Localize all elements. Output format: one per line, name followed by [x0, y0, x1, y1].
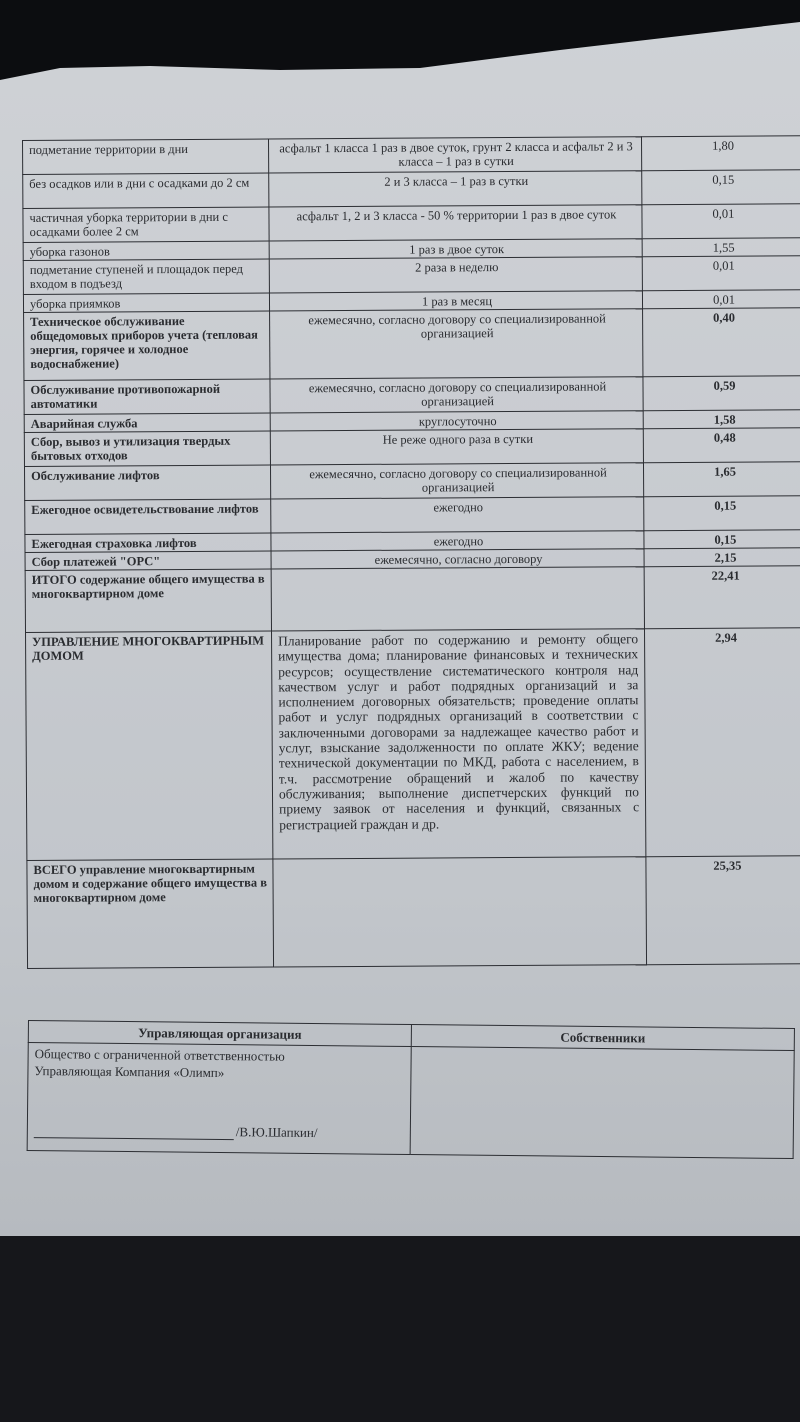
owners-cell [410, 1047, 794, 1159]
service-name: Аварийная служба [24, 413, 270, 433]
service-price: 0,40 [643, 308, 800, 377]
service-price: 0,01 [642, 290, 800, 309]
management-label: УПРАВЛЕНИЕ МНОГОКВАРТИРНЫМ ДОМОМ [26, 631, 273, 860]
subtotal-empty-cell [271, 567, 644, 631]
service-frequency: асфальт 1, 2 и 3 класса - 50 % территории 1 раз в двое суток [269, 205, 642, 241]
subtotal-price: 22,41 [644, 566, 800, 629]
signature-line [34, 1121, 404, 1142]
service-frequency: асфальт 1 класса 1 раз в двое суток, грунт 2 класса и асфальт 2 и 3 класса – 1 раз в сутки [268, 137, 641, 173]
service-frequency: 1 раз в месяц [269, 291, 642, 311]
org-name-line2: Управляющая Компания «Олимп» [34, 1063, 225, 1081]
management-org-cell [27, 1043, 411, 1155]
total-row [27, 856, 800, 969]
service-price: 0,15 [644, 496, 800, 531]
table-row [23, 136, 800, 175]
subtotal-label: ИТОГО содержание общего имущества в многоквартирном доме [25, 569, 271, 633]
services-table [22, 135, 800, 969]
table-row [25, 496, 800, 535]
management-description: Планирование работ по содержанию и ремонту общего имущества дома; планирование финансовых и технических ресурсов; осуществление систематического контроля над качеством услуг и работ подрядных организаций и за исполнением договорных обязательств; проведение оплаты работ и услуг подрядных организаций в соответствии с заключенными договорами за надлежащее качество работ и услуг, взыскание задолженности по оплате ЖКУ; ведение технической документации по МКД, работа с населением, в т.ч. рассмотрение обращений и жалоб по качеству обслуживания; выполнение диспетчерских функций по приему заявок от населения и функций, связанных с регистрацией граждан и др. [272, 629, 646, 859]
service-name: Обслуживание лифтов [24, 465, 270, 501]
table-row [24, 308, 800, 381]
table-row [24, 428, 800, 467]
org-name-line1: Общество с ограниченной ответственностью [34, 1046, 285, 1064]
management-price: 2,94 [644, 628, 800, 857]
service-frequency: ежемесячно, согласно договору со специализированной организацией [270, 377, 643, 413]
owners-header: Собственники [411, 1025, 794, 1051]
signature-block [27, 1020, 780, 1159]
management-org-header: Управляющая организация [28, 1021, 411, 1047]
service-name: без осадков или в дни с осадками до 2 см [23, 173, 269, 209]
service-price: 1,58 [643, 410, 800, 429]
service-frequency: 2 и 3 класса – 1 раз в сутки [269, 171, 642, 207]
service-name: Техническое обслуживание общедомовых приборов учета (тепловая энергия, горячее и холодное водоснабжение) [24, 311, 270, 381]
service-price: 1,80 [641, 136, 800, 171]
service-frequency: ежегодно [271, 531, 644, 551]
service-price: 0,15 [644, 530, 800, 549]
total-price: 25,35 [646, 856, 800, 965]
service-name: уборка газонов [23, 241, 269, 261]
service-frequency: ежемесячно, согласно договору [271, 549, 644, 569]
service-price: 0,48 [643, 428, 800, 463]
total-label: ВСЕГО управление многоквартирным домом и содержание общего имущества в многоквартирном доме [27, 859, 274, 969]
service-name: подметание ступеней и площадок перед входом в подъезд [23, 259, 269, 295]
service-name: Ежегодное освидетельствование лифтов [25, 499, 271, 535]
service-price: 1,65 [643, 462, 800, 497]
service-name: Обслуживание противопожарной автоматики [24, 379, 270, 415]
signer-name: /В.Ю.Шапкин/ [235, 1124, 318, 1141]
total-empty-cell [273, 857, 647, 967]
service-name: Сбор, вывоз и утилизация твердых бытовых отходов [24, 431, 270, 467]
management-row [26, 628, 800, 861]
service-frequency: Не реже одного раза в сутки [270, 429, 643, 465]
service-frequency: 2 раза в неделю [269, 257, 642, 293]
signature-body-row [27, 1043, 794, 1159]
service-price: 1,55 [642, 238, 800, 257]
service-name: Ежегодная страховка лифтов [25, 533, 271, 553]
service-price: 0,15 [642, 170, 800, 205]
service-frequency: ежегодно [271, 497, 644, 533]
service-price: 0,01 [642, 256, 800, 291]
service-name: подметание территории в дни [23, 139, 269, 175]
service-frequency: ежемесячно, согласно договору со специализированной организацией [270, 309, 643, 379]
signature-table [27, 1020, 795, 1159]
services-table-container [22, 135, 787, 969]
service-price: 2,15 [644, 548, 800, 567]
subtotal-row [25, 566, 800, 633]
service-name: Сбор платежей "ОРС" [25, 551, 271, 571]
service-frequency: круглосуточно [270, 411, 643, 431]
table-row [24, 462, 800, 501]
table-row [24, 376, 800, 415]
signature-blank [34, 1125, 234, 1140]
table-row [23, 256, 800, 295]
service-frequency: 1 раз в двое суток [269, 239, 642, 259]
service-frequency: ежемесячно, согласно договору со специализированной организацией [270, 463, 643, 499]
table-row [23, 204, 800, 243]
table-row [23, 170, 800, 209]
service-price: 0,01 [642, 204, 800, 239]
service-name: частичная уборка территории в дни с осадками более 2 см [23, 207, 269, 243]
service-price: 0,59 [643, 376, 800, 411]
background-bottom [0, 1236, 800, 1422]
service-name: уборка приямков [23, 293, 269, 313]
services-table-body [23, 136, 800, 969]
